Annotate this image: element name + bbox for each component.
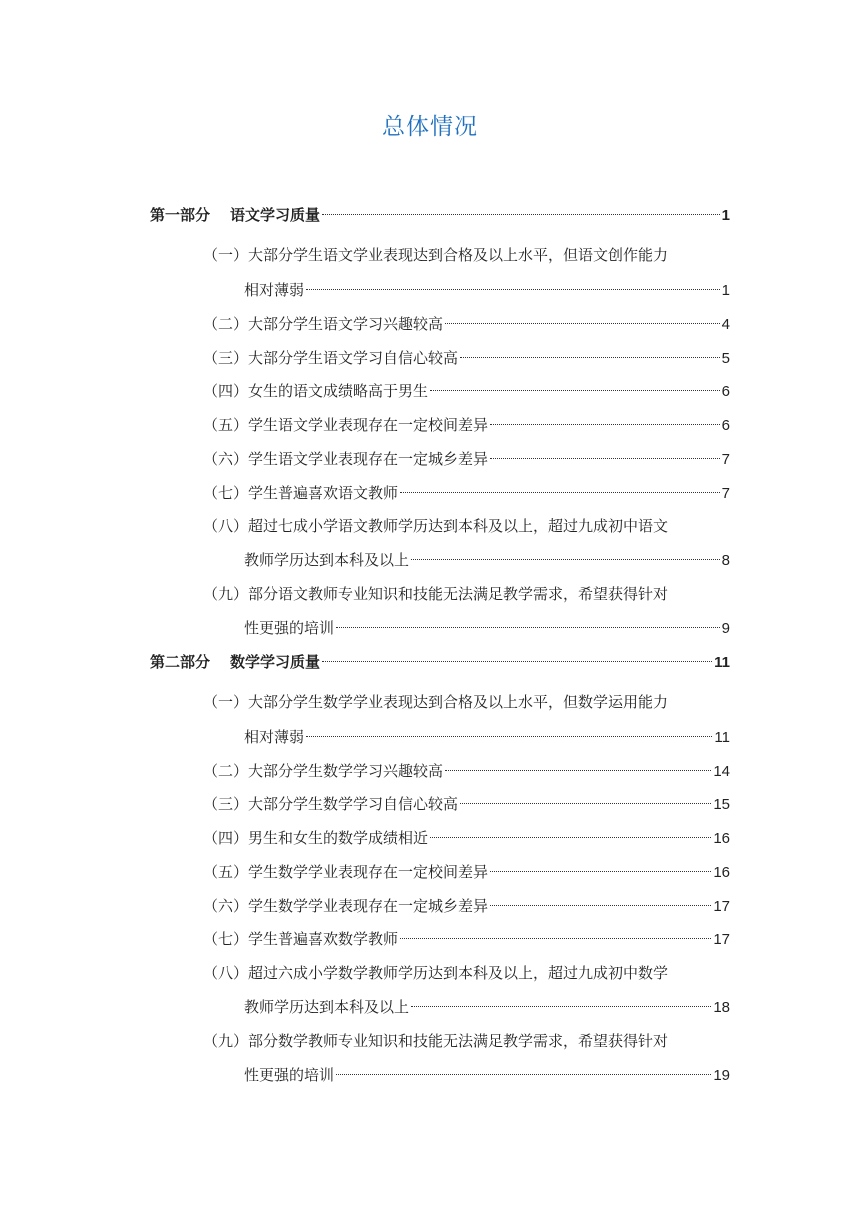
page-number: 19 [713, 1067, 730, 1084]
page-number: 7 [721, 485, 730, 502]
part-title: 语文学习质量 [230, 206, 321, 224]
page-number: 17 [713, 931, 730, 948]
toc-item-text: （三）大部分学生语文学习自信心较高 [203, 349, 459, 367]
page-number: 1 [721, 282, 730, 299]
toc-item-text: （七）学生普遍喜欢数学教师 [203, 930, 399, 948]
toc-item-1-3[interactable] [203, 345, 730, 371]
page-number: 8 [721, 552, 730, 569]
leader-dots [490, 458, 720, 459]
toc-item-text: （五）学生语文学业表现存在一定校间差异 [203, 416, 489, 434]
toc-item-1-6[interactable] [203, 446, 730, 472]
leader-dots [306, 289, 720, 290]
toc-part-1[interactable] [150, 202, 730, 228]
toc-item-1-9[interactable] [244, 615, 730, 641]
toc-item-2-9-line1[interactable]: （九）部分数学教师专业知识和技能无法满足教学需求，希望获得针对 [203, 1032, 669, 1050]
leader-dots [411, 559, 720, 560]
leader-dots [490, 905, 711, 906]
toc-item-text: 性更强的培训 [244, 619, 335, 637]
leader-dots [430, 837, 711, 838]
page-number: 6 [721, 383, 730, 400]
toc-item-text: （五）学生数学学业表现存在一定校间差异 [203, 863, 489, 881]
leader-dots [445, 323, 720, 324]
leader-dots [411, 1006, 711, 1007]
toc-item-text: （六）学生数学学业表现存在一定城乡差异 [203, 897, 489, 915]
toc-item-2-4[interactable] [203, 825, 730, 851]
page-number: 9 [721, 620, 730, 637]
toc-item-2-3[interactable] [203, 791, 730, 817]
leader-dots [430, 390, 720, 391]
toc-item-2-2[interactable] [203, 758, 730, 784]
page-number: 6 [721, 417, 730, 434]
toc-item-text: （四）女生的语文成绩略高于男生 [203, 382, 429, 400]
leader-dots [490, 424, 720, 425]
leader-dots [460, 357, 720, 358]
page-number: 14 [713, 763, 730, 780]
toc-item-text: （四）男生和女生的数学成绩相近 [203, 829, 429, 847]
leader-dots [460, 803, 711, 804]
toc-item-1-9-line1[interactable]: （九）部分语文教师专业知识和技能无法满足教学需求，希望获得针对 [203, 585, 669, 603]
toc-item-2-8[interactable] [244, 994, 730, 1020]
toc-part-2[interactable] [150, 649, 730, 675]
leader-dots [322, 661, 712, 662]
toc-item-1-7[interactable] [203, 480, 730, 506]
page-number: 11 [714, 654, 730, 671]
leader-dots [490, 871, 711, 872]
toc-item-2-7[interactable] [203, 926, 730, 952]
toc-item-1-8[interactable] [244, 547, 730, 573]
page-number: 16 [713, 830, 730, 847]
toc-item-1-5[interactable] [203, 412, 730, 438]
toc-item-text: （七）学生普遍喜欢语文教师 [203, 484, 399, 502]
page-number: 16 [713, 864, 730, 881]
toc-item-text: （六）学生语文学业表现存在一定城乡差异 [203, 450, 489, 468]
page-number: 7 [721, 451, 730, 468]
page-number: 5 [721, 350, 730, 367]
leader-dots [400, 938, 711, 939]
leader-dots [322, 214, 720, 215]
toc-item-text: （二）大部分学生数学学习兴趣较高 [203, 762, 444, 780]
toc-item-2-9[interactable] [244, 1062, 730, 1088]
toc-item-2-8-line1[interactable]: （八）超过六成小学数学教师学历达到本科及以上，超过九成初中数学 [203, 964, 669, 982]
leader-dots [336, 627, 720, 628]
toc-item-2-6[interactable] [203, 893, 730, 919]
toc-item-text: 教师学历达到本科及以上 [244, 998, 410, 1016]
page-number: 1 [721, 207, 730, 224]
toc-item-2-1-line1[interactable]: （一）大部分学生数学学业表现达到合格及以上水平，但数学运用能力 [203, 693, 669, 711]
toc-item-text: 教师学历达到本科及以上 [244, 551, 410, 569]
toc-item-text: （二）大部分学生语文学习兴趣较高 [203, 315, 444, 333]
toc-item-1-1-line1[interactable]: （一）大部分学生语文学业表现达到合格及以上水平，但语文创作能力 [203, 246, 669, 264]
toc-item-2-5[interactable] [203, 859, 730, 885]
toc-item-1-4[interactable] [203, 378, 730, 404]
leader-dots [445, 770, 711, 771]
toc-item-1-1[interactable] [244, 277, 730, 303]
toc-item-2-1[interactable] [244, 724, 730, 750]
leader-dots [336, 1074, 711, 1075]
part-label: 第一部分 [150, 206, 211, 224]
part-title: 数学学习质量 [230, 653, 321, 671]
page-number: 11 [714, 729, 730, 746]
toc-item-text: 性更强的培训 [244, 1066, 335, 1084]
toc-item-text: 相对薄弱 [244, 728, 305, 746]
page-number: 15 [713, 796, 730, 813]
leader-dots [400, 492, 720, 493]
toc-item-1-2[interactable] [203, 311, 730, 337]
toc-item-text: 相对薄弱 [244, 281, 305, 299]
toc-item-text: （三）大部分学生数学学习自信心较高 [203, 795, 459, 813]
page-number: 17 [713, 898, 730, 915]
leader-dots [306, 736, 712, 737]
page-number: 4 [721, 316, 730, 333]
part-label: 第二部分 [150, 653, 211, 671]
toc-item-1-8-line1[interactable]: （八）超过七成小学语文教师学历达到本科及以上，超过九成初中语文 [203, 517, 669, 535]
page-title: 总体情况 [382, 114, 478, 140]
page-number: 18 [713, 999, 730, 1016]
